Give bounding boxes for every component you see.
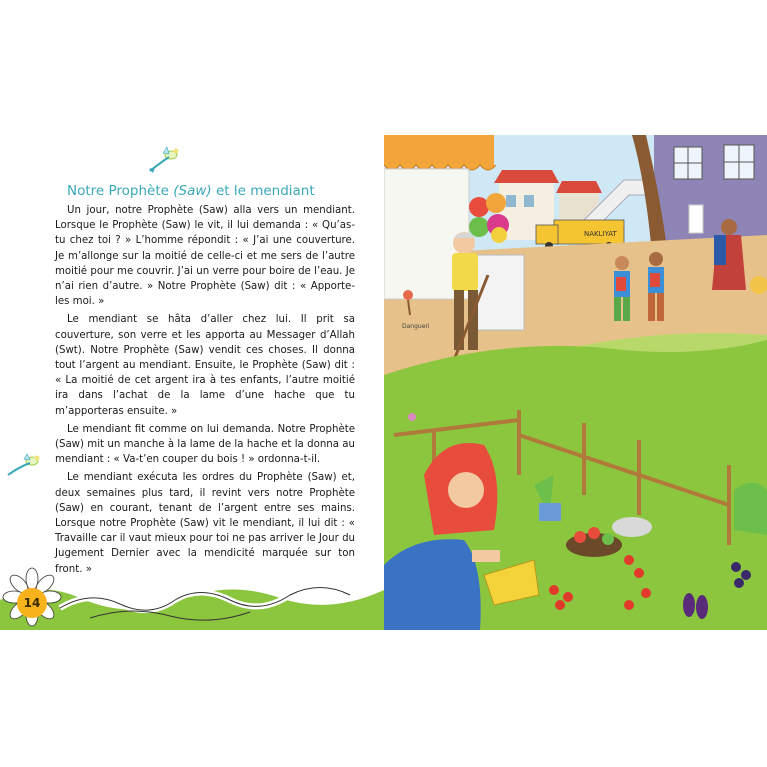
garden-illustration	[384, 135, 767, 630]
title-italic: (Saw)	[173, 183, 212, 199]
paragraph-3: Le mendiant fit comme on lui demanda. Notre Prophète (Saw) mit un manche à la lame de la hache et la donna au mendiant : « Va-t’en couper du bois ! » ordonna-t-il.	[55, 423, 355, 466]
paragraph-4: Le mendiant exécuta les ordres du Prophète (Saw) et, deux semaines plus tard, il revint vers notre Prophète (Saw) en courant, tenant de l’argent entre ses mains. Lorsque notre Prophète (Saw) vit le mendiant, il lui dit : « Travaille car il vaut mieux pour toi ne pas arriver le Jour du Jugement Dernier avec la mendicité marquée sur ton front. »	[55, 472, 355, 575]
footer-wave	[0, 560, 384, 630]
paragraph-2: Le mendiant se hâta d’aller chez lui. Il prit sa couverture, son verre et les apporta au Messager d’Allah (Swt). Notre Prophète (Saw) vendit ces choses. Il donna tout l’argent au mendiant. Ensuite, le Prophète (Saw) dit : « La moitié de cet argent ira à tes enfants, l’autre moitié ira dans l’achat de la lame d’une hache que tu m’apporteras ensuite. »	[55, 314, 355, 417]
fairy-icon	[145, 145, 185, 175]
artist-signature: Dangueri	[402, 323, 430, 330]
title-suffix: et le mendiant	[211, 183, 315, 199]
page-number: 14	[17, 588, 47, 618]
truck-sign: NAKLIYAT	[584, 230, 617, 238]
fairy-icon	[4, 453, 44, 479]
left-page	[0, 135, 384, 630]
paragraph-1: Un jour, notre Prophète (Saw) alla vers un mendiant. Lorsque le Prophète (Saw) le vit, il lui demanda : « Qu’as-tu chez toi ? » L’homme répondit : « J’ai une couverture. Je m’allonge sur la moitié de celle-ci et me sers de l’autre moitié pour me couvrir. J’ai un verre pour boire de l’eau. Je n’ai rien d’autre. » Notre Prophète (Saw) dit : « Apporte-les moi. »	[55, 205, 355, 308]
story-title	[67, 183, 367, 199]
right-page	[384, 135, 767, 630]
story-body	[55, 203, 355, 580]
title-prefix: Notre Prophète	[67, 183, 174, 199]
